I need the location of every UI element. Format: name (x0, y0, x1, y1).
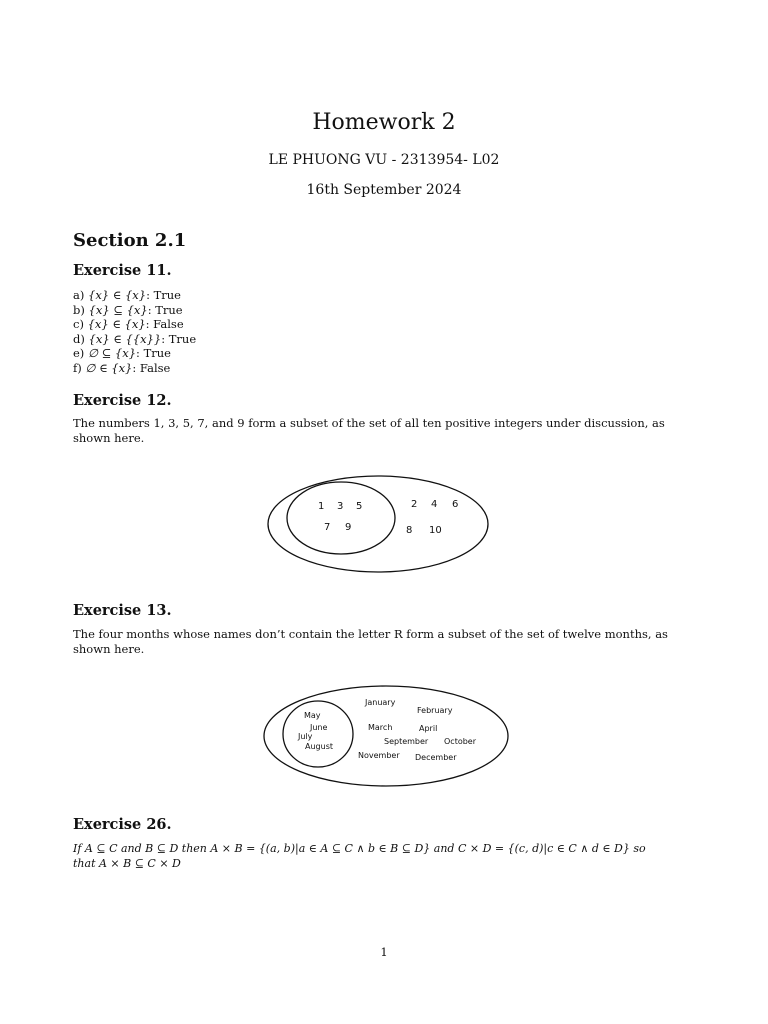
element-label: 6 (452, 499, 459, 510)
element-label: 3 (337, 501, 344, 512)
document-title: Homework 2 (312, 110, 456, 135)
element-label: 4 (431, 499, 438, 510)
section-heading: Section 2.1 (73, 230, 187, 251)
element-label: August (305, 742, 333, 751)
element-label: November (358, 751, 400, 760)
element-label: June (310, 723, 328, 732)
exercise-26-heading: Exercise 26. (73, 816, 172, 833)
exercise-11-heading: Exercise 11. (73, 262, 172, 279)
exercise-26-line-1: If A ⊆ C and B ⊆ D then A × B = {(a, b)|a ∈ A ⊆ C ∧ b ∈ B ⊆ D} and C × D = {(c, d)|c ∈ C ∧ d ∈ D} so (73, 842, 646, 855)
exercise-12-text: The numbers 1, 3, 5, 7, and 9 form a subset of the set of all ten positive integers under discussion, as shown here. (73, 416, 665, 445)
element-label: July (298, 732, 313, 741)
element-label: October (444, 737, 477, 746)
author-line: LE PHUONG VU - 2313954- L02 (268, 152, 500, 168)
element-label: January (365, 698, 396, 707)
element-label: 8 (406, 525, 413, 536)
element-label: May (304, 711, 321, 720)
element-label: 7 (324, 522, 331, 533)
list-item: f) ∅ ∈ {x}: False (73, 360, 171, 375)
element-label: April (419, 724, 438, 733)
subset-ellipse (287, 482, 395, 554)
element-label: 9 (345, 522, 352, 533)
element-label: September (384, 737, 429, 746)
exercise-13-heading: Exercise 13. (73, 602, 172, 619)
date-line: 16th September 2024 (306, 182, 462, 198)
page-number: 1 (380, 945, 388, 959)
element-label: February (417, 706, 453, 715)
exercise-12-heading: Exercise 12. (73, 392, 172, 409)
exercise-13-text: The four months whose names don’t contain the letter R form a subset of the set of twelve months, as shown here. (73, 627, 668, 656)
list-item: b) {x} ⊆ {x}: True (73, 302, 183, 317)
list-item: e) ∅ ⊆ {x}: True (73, 346, 171, 361)
element-label: 2 (411, 499, 418, 510)
exercise-26-text (73, 841, 713, 871)
universal-set-ellipse (268, 476, 488, 572)
list-item: c) {x} ∈ {x}: False (73, 317, 184, 332)
list-item: d) {x} ∈ {{x}}: True (73, 331, 197, 346)
venn-diagram-numbers (264, 470, 494, 580)
exercise-11-list (73, 288, 196, 376)
element-label: March (368, 723, 393, 732)
element-label: 1 (318, 501, 325, 512)
element-label: December (415, 753, 457, 762)
venn-diagram-months (260, 680, 516, 792)
element-label: 5 (356, 501, 363, 512)
exercise-26-line-2: that A × B ⊆ C × D (73, 857, 181, 870)
element-label: 10 (429, 525, 442, 536)
list-item: a) {x} ∈ {x}: True (73, 288, 181, 302)
